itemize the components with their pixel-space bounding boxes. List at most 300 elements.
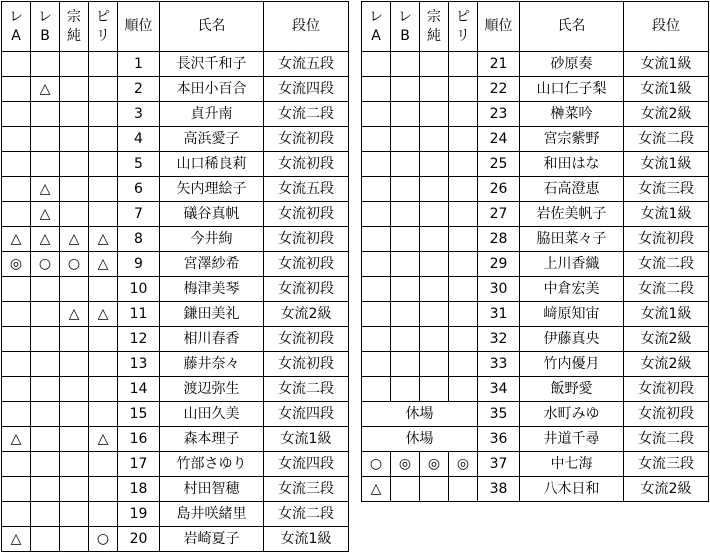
header-shu: 宗 純 (60, 2, 89, 52)
mark-rb (391, 52, 420, 77)
mark-piri (449, 177, 478, 202)
name-cell: 八木日和 (520, 477, 624, 502)
name-cell: 島井咲緒里 (160, 502, 264, 527)
name-cell: 上川香織 (520, 252, 624, 277)
dan-cell: 女流二段 (264, 502, 349, 527)
name-cell: 長沢千和子 (160, 52, 264, 77)
mark-piri (449, 202, 478, 227)
dan-cell: 女流初段 (624, 377, 709, 402)
table-row (2, 277, 349, 302)
mark-piri (89, 477, 118, 502)
mark-piri (449, 77, 478, 102)
mark-piri: △ (89, 227, 118, 252)
name-cell: 藤井奈々 (160, 352, 264, 377)
dan-cell: 女流2級 (624, 102, 709, 127)
mark-ra (2, 377, 31, 402)
rank-cell: 13 (118, 352, 160, 377)
mark-rb (391, 227, 420, 252)
table-row (362, 327, 709, 352)
mark-shu (420, 327, 449, 352)
name-cell: 相川春香 (160, 327, 264, 352)
dan-cell: 女流1級 (624, 302, 709, 327)
mark-rb (391, 152, 420, 177)
dan-cell: 女流二段 (624, 277, 709, 302)
mark-shu (60, 102, 89, 127)
rank-cell: 32 (478, 327, 520, 352)
mark-shu (60, 452, 89, 477)
rest-status: 休場 (362, 427, 478, 452)
name-cell: 脇田菜々子 (520, 227, 624, 252)
header-name: 氏名 (520, 2, 624, 52)
mark-rb (391, 252, 420, 277)
mark-rb (31, 277, 60, 302)
table-row (2, 177, 349, 202)
name-cell: 宮澤紗希 (160, 252, 264, 277)
mark-rb (31, 527, 60, 552)
mark-ra: △ (2, 527, 31, 552)
mark-rb (391, 302, 420, 327)
name-cell: 矢内理絵子 (160, 177, 264, 202)
dan-cell: 女流初段 (264, 327, 349, 352)
mark-shu (60, 427, 89, 452)
header-shu: 宗 純 (420, 2, 449, 52)
mark-piri (449, 377, 478, 402)
rank-cell: 10 (118, 277, 160, 302)
header-ra: レ A (2, 2, 31, 52)
mark-ra (362, 77, 391, 102)
mark-rb (31, 327, 60, 352)
table-row (2, 502, 349, 527)
mark-rb (391, 127, 420, 152)
header-row (362, 2, 709, 52)
table-row (362, 227, 709, 252)
name-cell: 今井絢 (160, 227, 264, 252)
dan-cell: 女流初段 (264, 152, 349, 177)
table-row (2, 77, 349, 102)
table-row (2, 102, 349, 127)
table-row (2, 152, 349, 177)
mark-piri (449, 352, 478, 377)
name-cell: 渡辺弥生 (160, 377, 264, 402)
mark-ra (2, 452, 31, 477)
name-cell: 山田久美 (160, 402, 264, 427)
rank-cell: 21 (478, 52, 520, 77)
mark-ra (362, 377, 391, 402)
mark-shu (420, 477, 449, 502)
mark-shu (60, 327, 89, 352)
right-ranking-table (361, 1, 709, 502)
table-row (362, 377, 709, 402)
mark-piri (449, 277, 478, 302)
name-cell: 宮宗紫野 (520, 127, 624, 152)
mark-piri: ○ (89, 527, 118, 552)
mark-shu (60, 477, 89, 502)
rank-cell: 33 (478, 352, 520, 377)
mark-rb (391, 477, 420, 502)
mark-piri (449, 227, 478, 252)
name-cell: 中七海 (520, 452, 624, 477)
mark-rb: ◎ (391, 452, 420, 477)
name-cell: 竹内優月 (520, 352, 624, 377)
rank-cell: 24 (478, 127, 520, 152)
dan-cell: 女流初段 (624, 227, 709, 252)
mark-rb: △ (31, 77, 60, 102)
rank-cell: 22 (478, 77, 520, 102)
rank-cell: 36 (478, 427, 520, 452)
rank-cell: 16 (118, 427, 160, 452)
mark-piri (89, 152, 118, 177)
mark-ra (362, 252, 391, 277)
mark-piri (449, 127, 478, 152)
mark-ra (362, 277, 391, 302)
rank-cell: 12 (118, 327, 160, 352)
mark-piri (89, 127, 118, 152)
mark-piri (449, 152, 478, 177)
dan-cell: 女流四段 (264, 452, 349, 477)
mark-ra: △ (2, 227, 31, 252)
mark-rb (31, 127, 60, 152)
mark-shu (420, 52, 449, 77)
rank-cell: 20 (118, 527, 160, 552)
table-row (362, 452, 709, 477)
dan-cell: 女流1級 (264, 427, 349, 452)
table-row (2, 352, 349, 377)
mark-ra (2, 152, 31, 177)
rank-cell: 11 (118, 302, 160, 327)
mark-rb (391, 352, 420, 377)
mark-ra: ○ (362, 452, 391, 477)
mark-shu (420, 227, 449, 252)
mark-shu (60, 127, 89, 152)
rank-cell: 28 (478, 227, 520, 252)
name-cell: 岩崎夏子 (160, 527, 264, 552)
mark-rb (31, 452, 60, 477)
name-cell: 梅津美琴 (160, 277, 264, 302)
mark-shu (420, 352, 449, 377)
mark-shu (420, 127, 449, 152)
mark-ra (362, 127, 391, 152)
rank-cell: 2 (118, 77, 160, 102)
table-row (2, 327, 349, 352)
rest-status: 休場 (362, 402, 478, 427)
name-cell: 伊藤真央 (520, 327, 624, 352)
name-cell: 山口稀良莉 (160, 152, 264, 177)
mark-piri (449, 52, 478, 77)
mark-ra (2, 277, 31, 302)
mark-rb (391, 277, 420, 302)
mark-rb: △ (31, 202, 60, 227)
mark-piri (449, 477, 478, 502)
rank-cell: 25 (478, 152, 520, 177)
mark-shu (420, 77, 449, 102)
table-row (2, 527, 349, 552)
mark-rb (31, 102, 60, 127)
dan-cell: 女流二段 (264, 102, 349, 127)
table-row (362, 52, 709, 77)
mark-rb (31, 477, 60, 502)
mark-piri (449, 302, 478, 327)
header-dan: 段位 (624, 2, 709, 52)
mark-shu (60, 277, 89, 302)
dan-cell: 女流1級 (624, 152, 709, 177)
table-row (2, 227, 349, 252)
header-dan: 段位 (264, 2, 349, 52)
mark-ra (2, 127, 31, 152)
rank-cell: 3 (118, 102, 160, 127)
mark-rb (391, 102, 420, 127)
table-row (362, 302, 709, 327)
rank-cell: 35 (478, 402, 520, 427)
name-cell: 石高澄恵 (520, 177, 624, 202)
mark-shu (60, 177, 89, 202)
dan-cell: 女流四段 (264, 77, 349, 102)
dan-cell: 女流初段 (264, 352, 349, 377)
mark-ra (362, 327, 391, 352)
mark-ra (2, 502, 31, 527)
name-cell: 砂原奏 (520, 52, 624, 77)
dan-cell: 女流1級 (624, 52, 709, 77)
dan-cell: 女流五段 (264, 177, 349, 202)
mark-rb (31, 502, 60, 527)
mark-shu: △ (60, 302, 89, 327)
dan-cell: 女流初段 (624, 402, 709, 427)
rank-cell: 4 (118, 127, 160, 152)
mark-piri (89, 52, 118, 77)
mark-rb (31, 152, 60, 177)
mark-rb (31, 377, 60, 402)
mark-rb (391, 177, 420, 202)
table-row (362, 352, 709, 377)
mark-rb (391, 202, 420, 227)
rank-cell: 31 (478, 302, 520, 327)
mark-rb: △ (31, 227, 60, 252)
table-row (2, 202, 349, 227)
mark-piri: △ (89, 252, 118, 277)
mark-rb (31, 352, 60, 377)
dan-cell: 女流三段 (264, 477, 349, 502)
name-cell: 竹部さゆり (160, 452, 264, 477)
mark-piri (89, 102, 118, 127)
mark-shu (420, 302, 449, 327)
mark-rb: △ (31, 177, 60, 202)
rank-cell: 1 (118, 52, 160, 77)
table-row (362, 277, 709, 302)
name-cell: 和田はな (520, 152, 624, 177)
mark-rb (391, 327, 420, 352)
rank-cell: 9 (118, 252, 160, 277)
mark-shu (60, 377, 89, 402)
mark-shu: ◎ (420, 452, 449, 477)
mark-rb (391, 77, 420, 102)
dan-cell: 女流1級 (264, 527, 349, 552)
mark-shu: △ (60, 227, 89, 252)
dan-cell: 女流初段 (264, 277, 349, 302)
dan-cell: 女流三段 (624, 452, 709, 477)
mark-ra (362, 102, 391, 127)
rank-cell: 14 (118, 377, 160, 402)
dan-cell: 女流1級 (624, 77, 709, 102)
rank-cell: 19 (118, 502, 160, 527)
rank-cell: 6 (118, 177, 160, 202)
table-row (2, 452, 349, 477)
dan-cell: 女流二段 (264, 377, 349, 402)
header-name: 氏名 (160, 2, 264, 52)
header-rank: 順位 (478, 2, 520, 52)
mark-ra: △ (362, 477, 391, 502)
mark-rb: ○ (31, 252, 60, 277)
table-row (2, 52, 349, 77)
header-ra: レ A (362, 2, 391, 52)
name-cell: 﨑原知宙 (520, 302, 624, 327)
mark-shu (60, 527, 89, 552)
mark-shu (420, 177, 449, 202)
name-cell: 高浜愛子 (160, 127, 264, 152)
mark-ra (2, 52, 31, 77)
table-row (2, 302, 349, 327)
header-rank: 順位 (118, 2, 160, 52)
name-cell: 村田智穂 (160, 477, 264, 502)
name-cell: 飯野愛 (520, 377, 624, 402)
mark-rb (31, 427, 60, 452)
rank-cell: 38 (478, 477, 520, 502)
name-cell: 本田小百合 (160, 77, 264, 102)
table-row (2, 127, 349, 152)
rank-cell: 15 (118, 402, 160, 427)
name-cell: 礒谷真帆 (160, 202, 264, 227)
rank-cell: 5 (118, 152, 160, 177)
dan-cell: 女流五段 (264, 52, 349, 77)
table-row (362, 202, 709, 227)
header-rb: レ B (391, 2, 420, 52)
table-row (2, 427, 349, 452)
mark-piri: △ (89, 302, 118, 327)
mark-piri (449, 252, 478, 277)
table-row (2, 402, 349, 427)
mark-ra (2, 102, 31, 127)
table-row (362, 477, 709, 502)
mark-ra (2, 402, 31, 427)
table-row (362, 77, 709, 102)
table-row (362, 127, 709, 152)
table-row (362, 102, 709, 127)
name-cell: 岩佐美帆子 (520, 202, 624, 227)
mark-piri (89, 377, 118, 402)
dan-cell: 女流2級 (624, 477, 709, 502)
mark-shu (60, 402, 89, 427)
mark-piri (89, 202, 118, 227)
mark-ra (2, 177, 31, 202)
dan-cell: 女流1級 (624, 202, 709, 227)
mark-shu (60, 502, 89, 527)
name-cell: 鎌田美礼 (160, 302, 264, 327)
dan-cell: 女流2級 (624, 327, 709, 352)
mark-ra (362, 352, 391, 377)
mark-ra (2, 352, 31, 377)
rank-cell: 27 (478, 202, 520, 227)
table-row (362, 402, 709, 427)
mark-ra: △ (2, 427, 31, 452)
name-cell: 榊菜吟 (520, 102, 624, 127)
header-piri: ピ リ (449, 2, 478, 52)
dan-cell: 女流初段 (264, 227, 349, 252)
mark-piri (89, 502, 118, 527)
mark-rb (31, 302, 60, 327)
header-rb: レ B (31, 2, 60, 52)
mark-shu (420, 377, 449, 402)
mark-ra (362, 152, 391, 177)
rank-cell: 17 (118, 452, 160, 477)
mark-shu (420, 152, 449, 177)
mark-piri (89, 277, 118, 302)
rank-cell: 8 (118, 227, 160, 252)
mark-ra (2, 77, 31, 102)
mark-ra (362, 177, 391, 202)
table-row (362, 152, 709, 177)
mark-piri (89, 177, 118, 202)
mark-rb (31, 52, 60, 77)
table-row (362, 177, 709, 202)
name-cell: 井道千尋 (520, 427, 624, 452)
mark-shu (60, 152, 89, 177)
dan-cell: 女流二段 (624, 252, 709, 277)
rank-cell: 29 (478, 252, 520, 277)
dan-cell: 女流三段 (624, 177, 709, 202)
mark-ra (362, 302, 391, 327)
mark-shu (60, 77, 89, 102)
rank-cell: 34 (478, 377, 520, 402)
table-row (362, 252, 709, 277)
table-row (362, 427, 709, 452)
dan-cell: 女流四段 (264, 402, 349, 427)
rank-cell: 26 (478, 177, 520, 202)
mark-ra (362, 202, 391, 227)
mark-piri (449, 102, 478, 127)
mark-shu: ○ (60, 252, 89, 277)
dan-cell: 女流初段 (264, 252, 349, 277)
rank-cell: 30 (478, 277, 520, 302)
dan-cell: 女流二段 (624, 127, 709, 152)
name-cell: 貞升南 (160, 102, 264, 127)
rank-cell: 7 (118, 202, 160, 227)
dan-cell: 女流2級 (264, 302, 349, 327)
name-cell: 水町みゆ (520, 402, 624, 427)
mark-shu (60, 352, 89, 377)
mark-piri: △ (89, 427, 118, 452)
name-cell: 森本理子 (160, 427, 264, 452)
mark-ra (2, 202, 31, 227)
mark-piri: ◎ (449, 452, 478, 477)
mark-ra (2, 327, 31, 352)
dan-cell: 女流初段 (264, 127, 349, 152)
mark-shu (420, 277, 449, 302)
mark-piri (89, 452, 118, 477)
mark-shu (60, 52, 89, 77)
mark-rb (391, 377, 420, 402)
mark-piri (89, 77, 118, 102)
mark-piri (449, 327, 478, 352)
table-row (2, 477, 349, 502)
rank-cell: 37 (478, 452, 520, 477)
mark-piri (89, 402, 118, 427)
mark-shu (420, 102, 449, 127)
mark-rb (31, 402, 60, 427)
mark-shu (60, 202, 89, 227)
dan-cell: 女流初段 (264, 202, 349, 227)
mark-piri (89, 327, 118, 352)
table-row (2, 377, 349, 402)
name-cell: 中倉宏美 (520, 277, 624, 302)
mark-ra (2, 477, 31, 502)
